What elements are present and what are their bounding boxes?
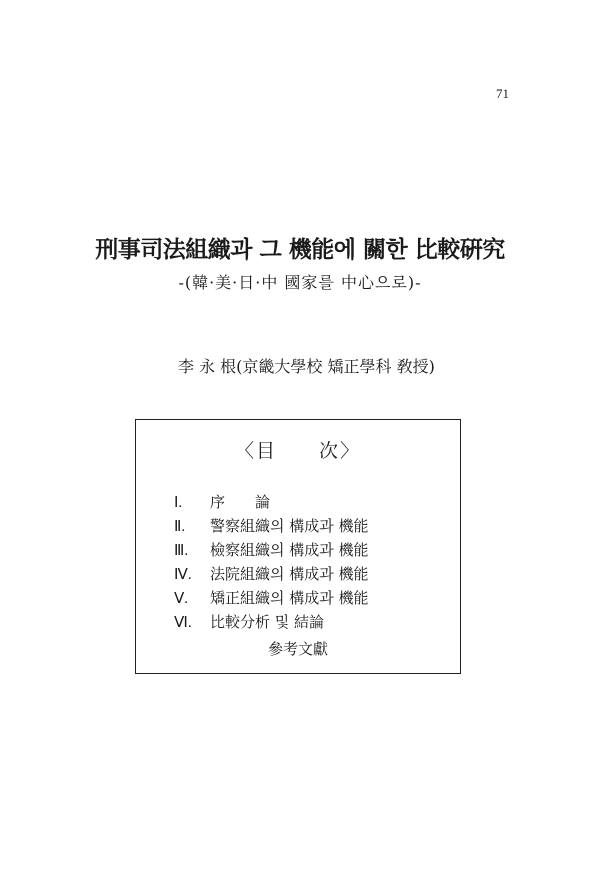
toc-item-number: Ⅱ. xyxy=(174,519,186,535)
table-of-contents xyxy=(135,419,461,674)
toc-item-text: 警察組織의 構成과 機能 xyxy=(210,517,369,535)
author-line: 李 永 根(京畿大學校 矯正學科 敎授) xyxy=(178,357,435,376)
toc-item-text: 比較分析 및 結論 xyxy=(210,613,325,631)
toc-item-text: 矯正組織의 構成과 機能 xyxy=(210,589,369,607)
toc-item-number: Ⅵ. xyxy=(174,615,192,631)
toc-item xyxy=(174,562,369,586)
paper-title: 刑事司法組織과 그 機能에 關한 比較硏究 xyxy=(95,236,505,263)
toc-item xyxy=(174,610,369,634)
toc-item-number: Ⅴ. xyxy=(174,591,189,607)
toc-item-number: Ⅰ. xyxy=(174,495,183,511)
toc-item xyxy=(174,538,369,562)
toc-item-number: Ⅳ. xyxy=(174,567,192,583)
toc-list xyxy=(174,490,369,634)
toc-heading: 〈目 次〉 xyxy=(234,440,361,462)
toc-references: 參考文獻 xyxy=(267,640,328,658)
paper-subtitle: -(韓·美·日·中 國家를 中心으로)- xyxy=(178,273,422,292)
toc-item-text: 檢察組織의 構成과 機能 xyxy=(210,541,369,559)
page-number: 71 xyxy=(496,86,509,101)
toc-item xyxy=(174,514,369,538)
toc-item xyxy=(174,490,369,514)
toc-item xyxy=(174,586,369,610)
toc-item-text: 序 論 xyxy=(210,493,271,511)
toc-item-number: Ⅲ. xyxy=(174,543,189,559)
toc-item-text: 法院組織의 構成과 機能 xyxy=(210,565,369,583)
